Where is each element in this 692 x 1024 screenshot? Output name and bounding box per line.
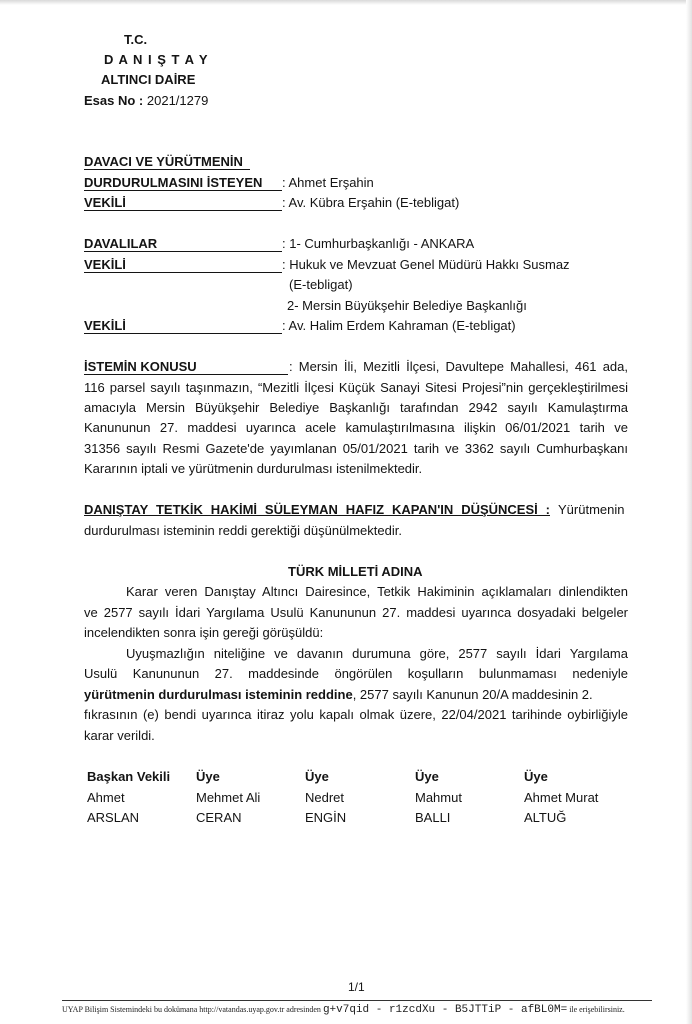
karar-p1-line2: ve 2577 sayılı İdari Yargılama Usulü Kanununun 27. maddesi uyarınca dosyadaki belgeler — [84, 605, 628, 620]
footer-note — [62, 1004, 625, 1016]
davaci-label-underline — [84, 169, 250, 170]
header-daire: ALTINCI DAİRE — [101, 72, 196, 87]
istem-line-1: : Mersin İli, Mezitli İlçesi, Davultepe Mahallesi, 461 ada, — [289, 359, 628, 374]
istem-line-2: 116 parsel sayılı taşınmazın, “Mezitli İlçesi Küçük Sanayi Sitesi Projesi”nin gerçekleştirilmesi — [84, 380, 628, 395]
istem-line-3: amacıyla Mersin Büyükşehir Belediye Başkanlığı tarafından 2942 sayılı Kamulaştırma — [84, 400, 628, 415]
footer-rule — [62, 1000, 652, 1001]
sig-last-2: CERAN — [196, 810, 242, 825]
footer-access-code: g+v7qid - r1zcdXu - B5JTTiP - afBL0M= — [322, 1004, 568, 1016]
footer-note-prefix: UYAP Bilişim Sistemindeki bu dokümana http://vatandas.uyap.gov.tr adresinden — [62, 1005, 321, 1014]
davali-1-vekili-underline — [84, 272, 282, 273]
tetkik-line1-rest: Yürütmenin — [558, 502, 625, 517]
karar-p1-line3: incelendikten sonra işin gereği görüşüldü: — [84, 625, 324, 640]
esas-no — [84, 93, 208, 108]
davali-1-vekili-label: VEKİLİ — [84, 257, 126, 272]
davali-2-vekili-label: VEKİLİ — [84, 318, 126, 333]
karar-p2-line2: Usulü Kanununun 27. maddesinde öngörülen koşulların bulunmaması nedeniyle — [84, 666, 628, 681]
karar-p2-line4: fıkrasının (e) bendi uyarınca itiraz yolu kapalı olmak üzere, 22/04/2021 tarihinde oybirliğiyle — [84, 707, 628, 722]
footer-note-suffix: ile erişebilirsiniz. — [569, 1005, 625, 1014]
sig-first-5: Ahmet Murat — [524, 790, 599, 805]
davalilar-underline — [84, 251, 282, 252]
sig-title-3: Üye — [305, 769, 329, 784]
tetkik-line2: durdurulması isteminin reddi gerektiği düşünülmektedir. — [84, 523, 402, 538]
karar-p1-line1: Karar veren Danıştay Altıncı Dairesince, Tetkik Hakiminin açıklamaları dinlendikten — [126, 584, 628, 599]
davali-1: : 1- Cumhurbaşkanlığı - ANKARA — [282, 236, 475, 251]
karar-p2-line1: Uyuşmazlığın niteliğine ve davanın durumuna göre, 2577 sayılı İdari Yargılama — [126, 646, 628, 661]
davaci-vekili-label: VEKİLİ — [84, 195, 126, 210]
sig-first-3: Nedret — [305, 790, 345, 805]
davaci-label-line2: DURDURULMASINI İSTEYEN — [84, 175, 263, 190]
karar-hukum: yürütmenin durdurulması isteminin reddine — [84, 687, 353, 702]
davaci-label-line1: DAVACI VE YÜRÜTMENİN — [84, 154, 243, 169]
sig-last-3: ENGİN — [305, 810, 347, 825]
tetkik-label: DANIŞTAY TETKİK HAKİMİ SÜLEYMAN HAFIZ KAPAN'IN DÜŞÜNCESİ : — [84, 502, 550, 517]
sig-last-1: ARSLAN — [87, 810, 140, 825]
istem-line-4: Kanununun 27. maddesi uyarınca acele kamulaştırılmasına ilişkin 06/01/2021 tarih ve — [84, 420, 628, 435]
sig-first-1: Ahmet — [87, 790, 125, 805]
davaci-name: : Ahmet Erşahin — [282, 175, 374, 190]
karar-p2-line5: karar verildi. — [84, 728, 155, 743]
sig-title-4: Üye — [415, 769, 439, 784]
davalilar-label: DAVALILAR — [84, 236, 158, 251]
sig-title-5: Üye — [524, 769, 548, 784]
davali-2-vekili-name: : Av. Halim Erdem Kahraman (E-tebligat) — [282, 318, 516, 333]
istem-line-6: Kararının iptali ve yürütmenin durdurulması istenilmektedir. — [84, 461, 423, 476]
davali-2: 2- Mersin Büyükşehir Belediye Başkanlığı — [287, 298, 527, 313]
photo-top-edge — [0, 0, 692, 5]
esas-label: Esas No : — [84, 93, 144, 108]
header-tc: T.C. — [124, 32, 148, 47]
page-number: 1/1 — [348, 980, 365, 994]
sig-title-1: Başkan Vekili — [87, 769, 171, 784]
karar-p2-line3 — [84, 687, 593, 702]
istem-underline — [84, 374, 288, 375]
davali-2-vekili-underline — [84, 333, 282, 334]
sig-title-2: Üye — [196, 769, 220, 784]
sig-first-2: Mehmet Ali — [196, 790, 261, 805]
sig-last-4: BALLI — [415, 810, 451, 825]
davali-1-vekili-line2: (E-tebligat) — [289, 277, 353, 292]
header-danistay: D A N I Ş T A Y — [104, 52, 209, 67]
davaci-vekili-name: : Av. Kübra Erşahin (E-tebligat) — [282, 195, 460, 210]
istem-label: İSTEMİN KONUSU — [84, 359, 197, 374]
sig-last-5: ALTUĞ — [524, 810, 567, 825]
karar-heading: TÜRK MİLLETİ ADINA — [288, 564, 423, 579]
sig-first-4: Mahmut — [415, 790, 462, 805]
davali-1-vekili-line1: : Hukuk ve Mevzuat Genel Müdürü Hakkı Susmaz — [282, 257, 570, 272]
esas-value: 2021/1279 — [146, 93, 209, 108]
davaci-vekili-underline — [84, 210, 282, 211]
davaci-underline — [84, 190, 282, 191]
istem-line-5: 31356 sayılı Resmi Gazete'de yayımlanan 05/01/2021 tarih ve 3362 sayılı Cumhurbaşkanı — [84, 441, 628, 456]
photo-right-edge — [686, 0, 692, 1024]
karar-p2-line3-rest: , 2577 sayılı Kanunun 20/A maddesinin 2. — [352, 687, 593, 702]
